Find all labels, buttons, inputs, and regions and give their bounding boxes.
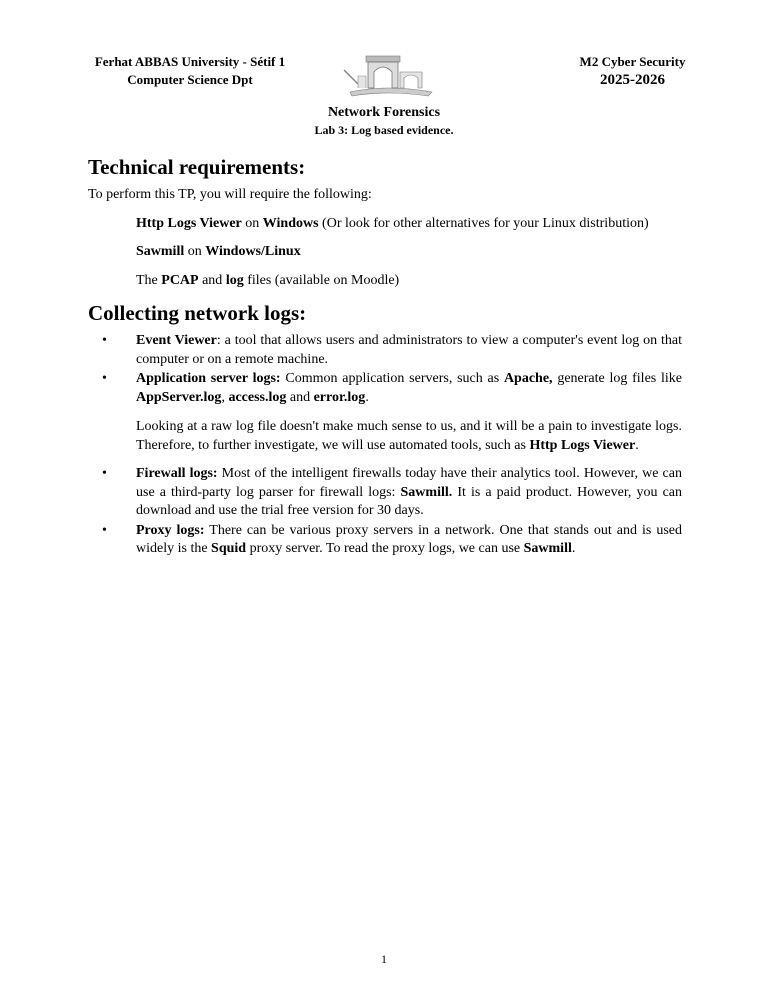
text-run: (Or look for other alternatives for your Linux distribution) (318, 215, 649, 231)
text-run: Common application servers, such as (280, 371, 504, 386)
bold-text: Proxy logs: (136, 522, 205, 538)
bold-text: Sawmill (136, 244, 185, 259)
department: Computer Science Dpt (127, 72, 253, 87)
bullet-icon: • (102, 522, 107, 538)
text-run: Looking at a raw log file doesn't make much sense to us, and it will be a pain to investigate logs. Therefore, to further investigate, we will use automated tools, such as (136, 419, 682, 453)
text-run: . (365, 389, 369, 405)
text-run: It is a paid product. However, you can download and use the trial free version for 30 days. (136, 484, 682, 518)
text-run: generate log files like (552, 371, 682, 386)
requirement-item (136, 272, 682, 291)
text-run: : a tool that allows users and administrators to view a computer's event log on that computer or on a remote machine. (136, 333, 682, 367)
text-run: The (136, 272, 162, 288)
bold-text: Sawmill (523, 541, 572, 556)
bold-text: Windows (262, 215, 319, 231)
bullet-item (136, 465, 682, 521)
university-logo (340, 48, 435, 98)
course-title: Network Forensics (327, 105, 441, 120)
bullet-icon: • (102, 466, 107, 481)
bold-text: Http Logs Viewer (529, 437, 636, 453)
bold-text: log (225, 272, 244, 288)
bullet-icon: • (102, 371, 107, 386)
text-run: on (184, 244, 206, 259)
lab-title: Lab 3: Log based evidence. (314, 123, 454, 137)
bold-text: error.log (313, 389, 366, 405)
program-name: M2 Cyber Security (579, 54, 686, 69)
bullet-item (136, 522, 682, 559)
bold-text: access.log (228, 389, 287, 405)
text-run: . (571, 541, 576, 556)
bold-text: Windows/Linux (205, 244, 301, 259)
university-name: Ferhat ABBAS University - Sétif 1 (94, 54, 286, 69)
text-run: There can be various proxy servers in a network. One that stands out and is used widely is the (136, 522, 682, 556)
ruins-arch-icon (340, 48, 435, 98)
text-run: . (635, 437, 639, 453)
bold-text: Application server logs: (136, 371, 281, 386)
header-left (70, 53, 310, 89)
header-right (560, 53, 705, 89)
note-paragraph (136, 418, 682, 455)
text-run: , (221, 389, 229, 405)
bullet-row (88, 465, 682, 521)
bold-text: Apache, (503, 371, 553, 386)
bold-text: Http Logs Viewer (136, 215, 242, 231)
bullet-item (136, 370, 682, 407)
heading-technical-requirements: Technical requirements: (88, 155, 306, 179)
heading-collecting-logs: Collecting network logs: (88, 301, 307, 325)
text-run: and (198, 272, 226, 288)
bullet-item (136, 332, 682, 369)
bullet-row (88, 332, 682, 369)
document-body (88, 154, 682, 560)
bold-text: Sawmill. (400, 484, 453, 500)
bold-text: AppServer.log (136, 389, 222, 405)
text-run: proxy server. To read the proxy logs, we can use (246, 541, 524, 556)
text-run: and (286, 389, 314, 405)
bullet-row (88, 370, 682, 407)
bullet-icon: • (102, 333, 107, 348)
requirement-item (136, 215, 682, 234)
academic-year: 2025-2026 (600, 72, 665, 88)
text-run: on (241, 215, 263, 231)
bold-text: Squid (211, 541, 247, 556)
page-number: 1 (381, 952, 387, 966)
text-run: Most of the intelligent firewalls today have their analytics tool. However, we can use a third-party log parser for firewall logs: (136, 466, 682, 500)
bold-text: Event Viewer (136, 333, 217, 348)
bold-text: Firewall logs: (136, 466, 218, 481)
requirement-item (136, 243, 682, 262)
bold-text: PCAP (161, 272, 199, 288)
intro-text: To perform this TP, you will require the following: (88, 187, 372, 202)
bullet-row (88, 522, 682, 559)
text-run: files (available on Moodle) (243, 272, 400, 288)
